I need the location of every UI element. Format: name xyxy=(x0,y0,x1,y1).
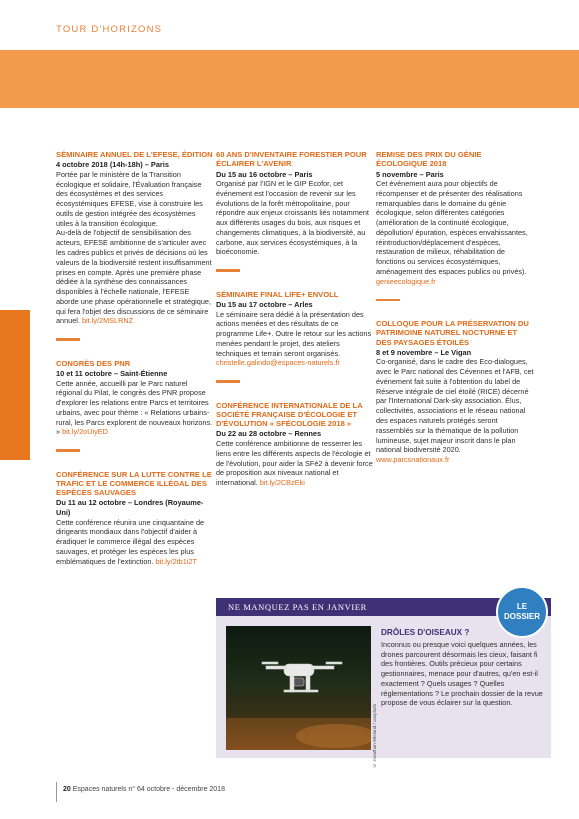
drone-photo xyxy=(226,626,371,750)
article-body xyxy=(56,518,214,567)
article-link[interactable]: bit.ly/2MSLRNZ xyxy=(81,316,134,326)
header-banner xyxy=(0,50,579,108)
drone-illustration xyxy=(226,626,371,750)
article-link[interactable]: bit.ly/2oUiyED xyxy=(62,427,108,437)
column-3 xyxy=(376,150,534,473)
article-sfecologie xyxy=(216,401,374,488)
article-paragraph xyxy=(56,228,214,326)
article-body xyxy=(56,379,214,438)
article-link[interactable]: www.parcsnationaux.fr xyxy=(376,455,450,465)
article-body xyxy=(216,439,374,488)
article-body xyxy=(56,170,214,326)
page-footer xyxy=(56,782,225,802)
article-inventaire-forestier xyxy=(216,150,374,257)
divider xyxy=(56,449,80,452)
column-1 xyxy=(56,150,214,574)
article-link[interactable]: bit.ly/2tb1i2T xyxy=(155,556,197,566)
article-link[interactable]: genieecologique.fr xyxy=(376,276,436,286)
promo-title: DRÔLES D'OISEAUX ? xyxy=(381,628,470,637)
badge-line: LE xyxy=(516,602,528,611)
article-title: 60 ANS D'INVENTAIRE FORESTIER POUR ÉCLAIRER L'AVENIR xyxy=(216,150,367,169)
side-color-tab xyxy=(0,310,30,460)
badge-line: DOSSIER xyxy=(503,612,540,621)
divider xyxy=(216,269,240,272)
article-life-envoll xyxy=(216,290,374,368)
article-title: CONFÉRENCE SUR LA LUTTE CONTRE LE TRAFIC ET LE COMMERCE ILLÉGAL DES ESPÈCES SAUVAGES xyxy=(56,469,212,498)
article-title: REMISE DES PRIX DU GÉNIE ÉCOLOGIQUE 2018 xyxy=(376,150,482,169)
article-efese xyxy=(56,150,214,326)
article-date: Du 22 au 28 octobre – Rennes xyxy=(216,429,322,439)
article-paragraph-text: Co-organisé, dans le cadre des Eco-dialogues, avec le Parc national des Cévennes et l'AFB, cet événement fait suite à l'obtention du label de Réserve intégrale de ciel étoilé (RICE) décerné par l'International Dark-sky association. Élus, collectivités, associations et le réseau national des espaces naturels protégés seront rassemblés sur la thématique de la pollution lumineuse, sujet majeur inscrit dans le plan national biodiversité 2020. xyxy=(376,357,534,455)
article-body xyxy=(216,310,374,369)
article-title: SÉMINAIRE ANNUEL DE L'EFESE, ÉDITION xyxy=(56,150,213,159)
article-title: CONFÉRENCE INTERNATIONALE DE LA SOCIÉTÉ FRANÇAISE D'ÉCOLOGIE ET D'ÉVOLUTION « SFÉCOLOGIE 2018 » xyxy=(216,400,363,429)
article-paragraph-text: Le séminaire sera dédié à la présentation des actions menées et des résultats de ce programme Life+. Outre le retour sur les actions menées pendant le projet, des ateliers techniques et terrain seront organisés. xyxy=(216,309,372,358)
section-title: TOUR D'HORIZONS xyxy=(56,24,163,35)
article-body: Organisé par l'IGN et le GIP Ecofor, cet événement est l'occasion de revenir sur les évolutions de la forêt métropolitaine, pour répondre aux enjeux croissants liés notamment aux différents usages du bois, aux risques et changements climatiques, à la biodiversité, au carbone, aux services écosystémiques, à la bioéconomie. xyxy=(216,179,369,257)
column-2 xyxy=(216,150,374,496)
article-body xyxy=(376,179,534,286)
article-body xyxy=(376,357,534,464)
divider xyxy=(376,299,400,302)
article-trafic-especes xyxy=(56,470,214,567)
page-number: 20 xyxy=(63,786,71,793)
article-prix-genie-ecologique xyxy=(376,150,534,287)
issue-info: Espaces naturels n° 64 octobre - décembre 2018 xyxy=(72,786,225,793)
promo-header: NE MANQUEZ PAS EN JANVIER xyxy=(216,598,551,616)
article-date: 10 et 11 octobre – Saint-Étienne xyxy=(56,368,168,378)
article-link[interactable]: christelle.galindo@espaces-naturels.fr xyxy=(216,358,340,368)
article-title: SÉMINAIRE FINAL LIFE+ ENVOLL xyxy=(216,289,339,299)
article-paragraph-text: Au-delà de l'objectif de sensibilisation des acteurs, EFESE ambitionne de s'articuler avec les cadres publics et privés de décisions où les valeurs de la biodiversité restent insuffisamment prises en compte. Après une première phase dédiée à la synthèse des connaissances disponibles à l'échelle nationale, l'EFESE aborde une phase opérationnelle et stratégique, qui fera l'objet des discussions de ce séminaire annuel. xyxy=(56,228,212,326)
article-date: 4 octobre 2018 (14h-18h) – Paris xyxy=(56,160,169,170)
article-date: Du 15 au 16 octobre – Paris xyxy=(216,169,313,179)
article-link[interactable]: bit.ly/2CBzEki xyxy=(259,478,305,488)
article-colloque-nocturne xyxy=(376,319,534,465)
article-title: COLLOQUE POUR LA PRÉSERVATION DU PATRIMOINE NATUREL NOCTURNE ET DES PAYSAGES ÉTOILÉS xyxy=(376,319,529,347)
divider xyxy=(56,338,80,341)
promo-text xyxy=(381,628,543,708)
article-date: 5 novembre – Paris xyxy=(376,169,444,179)
article-date: Du 15 au 17 octobre – Arles xyxy=(216,300,313,309)
article-paragraph-text: Cette conférence réunira une cinquantaine de dirigeants mondiaux dans l'objectif d'aider à éradiquer le commerce illégal des espèces sauvages, et protéger les espèces les plus emblématiques de l'extinction. xyxy=(56,517,205,566)
photo-credit: © Jonathan Wieland / unsplash xyxy=(372,704,377,769)
article-paragraph-text: Cette conférence ambitionne de resserrer les liens entre les différents aspects de l'écologie et de l'évolution, pour aider la SFé2 à devenir force de proposition aux niveaux national et international. xyxy=(216,439,373,488)
article-date: 8 et 9 novembre – Le Vigan xyxy=(376,347,472,357)
article-paragraph-text: Cette année, accueilli par le Parc naturel régional du Pilat, le congrès des PNR propose d'explorer les relations entre Parcs et territoires urbains, avec pour thème : « Relations urbains-rural, les Parcs explorent de nouveaux horizons. » xyxy=(56,378,213,437)
article-paragraph: Portée par le ministère de la Transition écologique et solidaire, l'Évaluation française des écosystèmes et des services écosystémiques EFESE, vise à construire les outils de gestion intégrée des écosystèmes utiles à la transition écologique. xyxy=(56,169,203,228)
promo-body: Inconnus ou presque voici quelques années, les drones parcourent désormais les cieux, faisant fi des frontières. Outils précieux pour certains gestionnaires, menace pour d'autres, qu'en est-il exactement ? Quels usages ? Quelles réglementations ? Le prochain dossier de la revue propose de vous éclairer sur la question. xyxy=(381,639,543,708)
divider xyxy=(216,380,240,383)
article-paragraph-text: Cet événement aura pour objectifs de récompenser et de présenter des réalisations remarquables dans le domaine du génie écologique, selon différentes catégories (amélioration de la continuité écologique, dépollution/ épuration, espèces envahissantes, réintroduction/déplacement d'espèces, restauration de milieux, réhabilitation de fonctions ou services écosystémiques, aménagement des espaces publics ou privés). xyxy=(376,179,528,277)
article-title: CONGRÈS DES PNR xyxy=(56,358,131,368)
article-date: Du 11 au 12 octobre – Londres (Royaume-Uni) xyxy=(56,498,204,517)
article-congres-pnr xyxy=(56,359,214,437)
